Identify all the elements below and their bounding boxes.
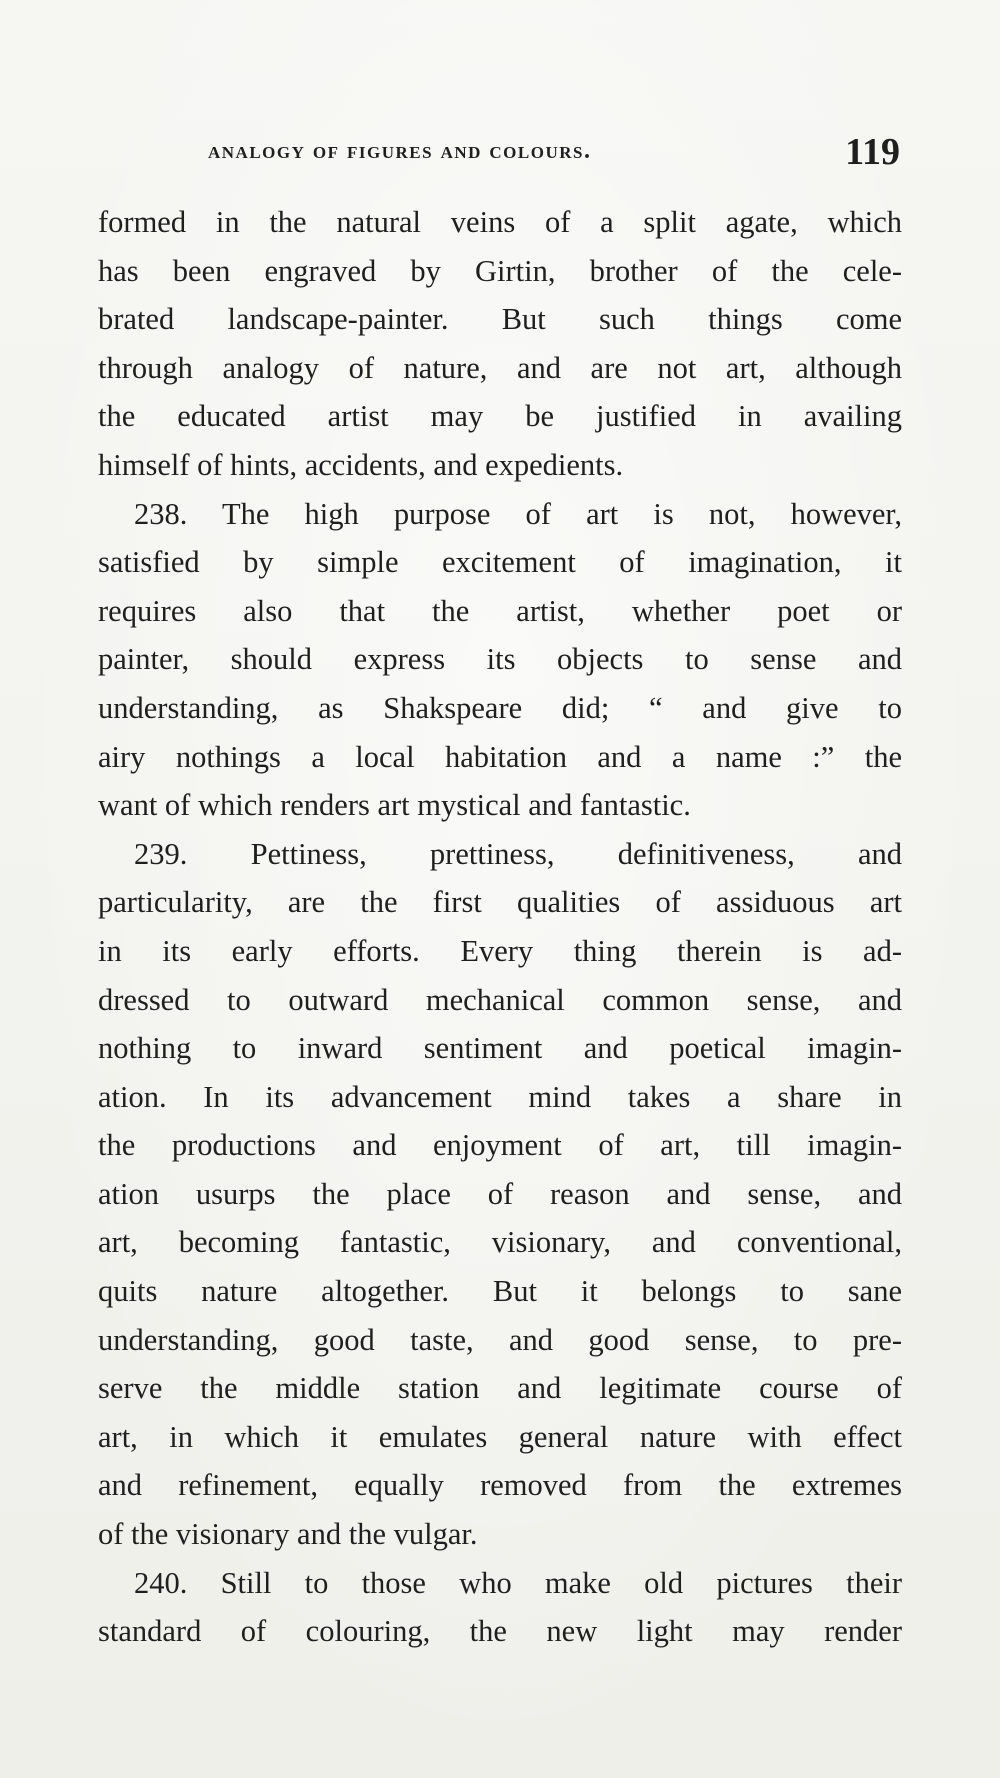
- text-line: ation usurps the place of reason and sense, and: [98, 1176, 902, 1211]
- text-line: in its early efforts. Every thing therein is ad-: [98, 933, 902, 968]
- text-line: art, becoming fantastic, visionary, and conventional,: [98, 1225, 902, 1260]
- text-line: has been engraved by Girtin, brother of the cele-: [98, 253, 902, 288]
- text-line: the productions and enjoyment of art, till imagin-: [98, 1128, 902, 1163]
- body-text: [98, 198, 902, 1656]
- paragraph-240-start: 240. Still to those who make old pictures their: [134, 1565, 902, 1600]
- text-line: requires also that the artist, whether poet or: [98, 593, 902, 628]
- text-line: particularity, are the first qualities of assiduous art: [98, 885, 902, 920]
- text-line: standard of colouring, the new light may render: [98, 1614, 902, 1649]
- text-line: airy nothings a local habitation and a name :” the: [98, 739, 902, 774]
- page-number: 119: [845, 131, 900, 173]
- text-line: nothing to inward sentiment and poetical imagin-: [98, 1031, 902, 1066]
- page-header: [98, 128, 902, 178]
- text-line: the educated artist may be justified in availing: [98, 399, 902, 434]
- text-line: satisfied by simple excitement of imagination, it: [98, 545, 902, 580]
- text-line: dressed to outward mechanical common sense, and: [98, 982, 902, 1017]
- text-line: serve the middle station and legitimate course of: [98, 1371, 902, 1406]
- text-line: brated landscape-painter. But such things come: [98, 302, 902, 337]
- text-line: through analogy of nature, and are not art, although: [98, 350, 902, 385]
- text-line: quits nature altogether. But it belongs to sane: [98, 1274, 902, 1309]
- running-head: analogy of figures and colours.: [208, 138, 592, 164]
- text-line: formed in the natural veins of a split agate, which: [98, 205, 902, 239]
- text-line: ation. In its advancement mind takes a share in: [98, 1079, 902, 1114]
- text-line: want of which renders art mystical and fantastic.: [98, 788, 691, 823]
- paragraph-238-start: 238. The high purpose of art is not, however,: [134, 496, 902, 531]
- text-line: understanding, good taste, and good sense, to pre-: [98, 1322, 902, 1357]
- text-line: and refinement, equally removed from the extremes: [98, 1468, 902, 1503]
- text-line: of the visionary and the vulgar.: [98, 1517, 478, 1552]
- text-line: understanding, as Shakspeare did; “ and give to: [98, 690, 902, 725]
- text-line: painter, should express its objects to sense and: [98, 642, 902, 677]
- text-line: art, in which it emulates general nature with effect: [98, 1419, 902, 1454]
- text-line: himself of hints, accidents, and expedients.: [98, 447, 624, 482]
- paragraph-239-start: 239. Pettiness, prettiness, definitiveness, and: [134, 836, 902, 871]
